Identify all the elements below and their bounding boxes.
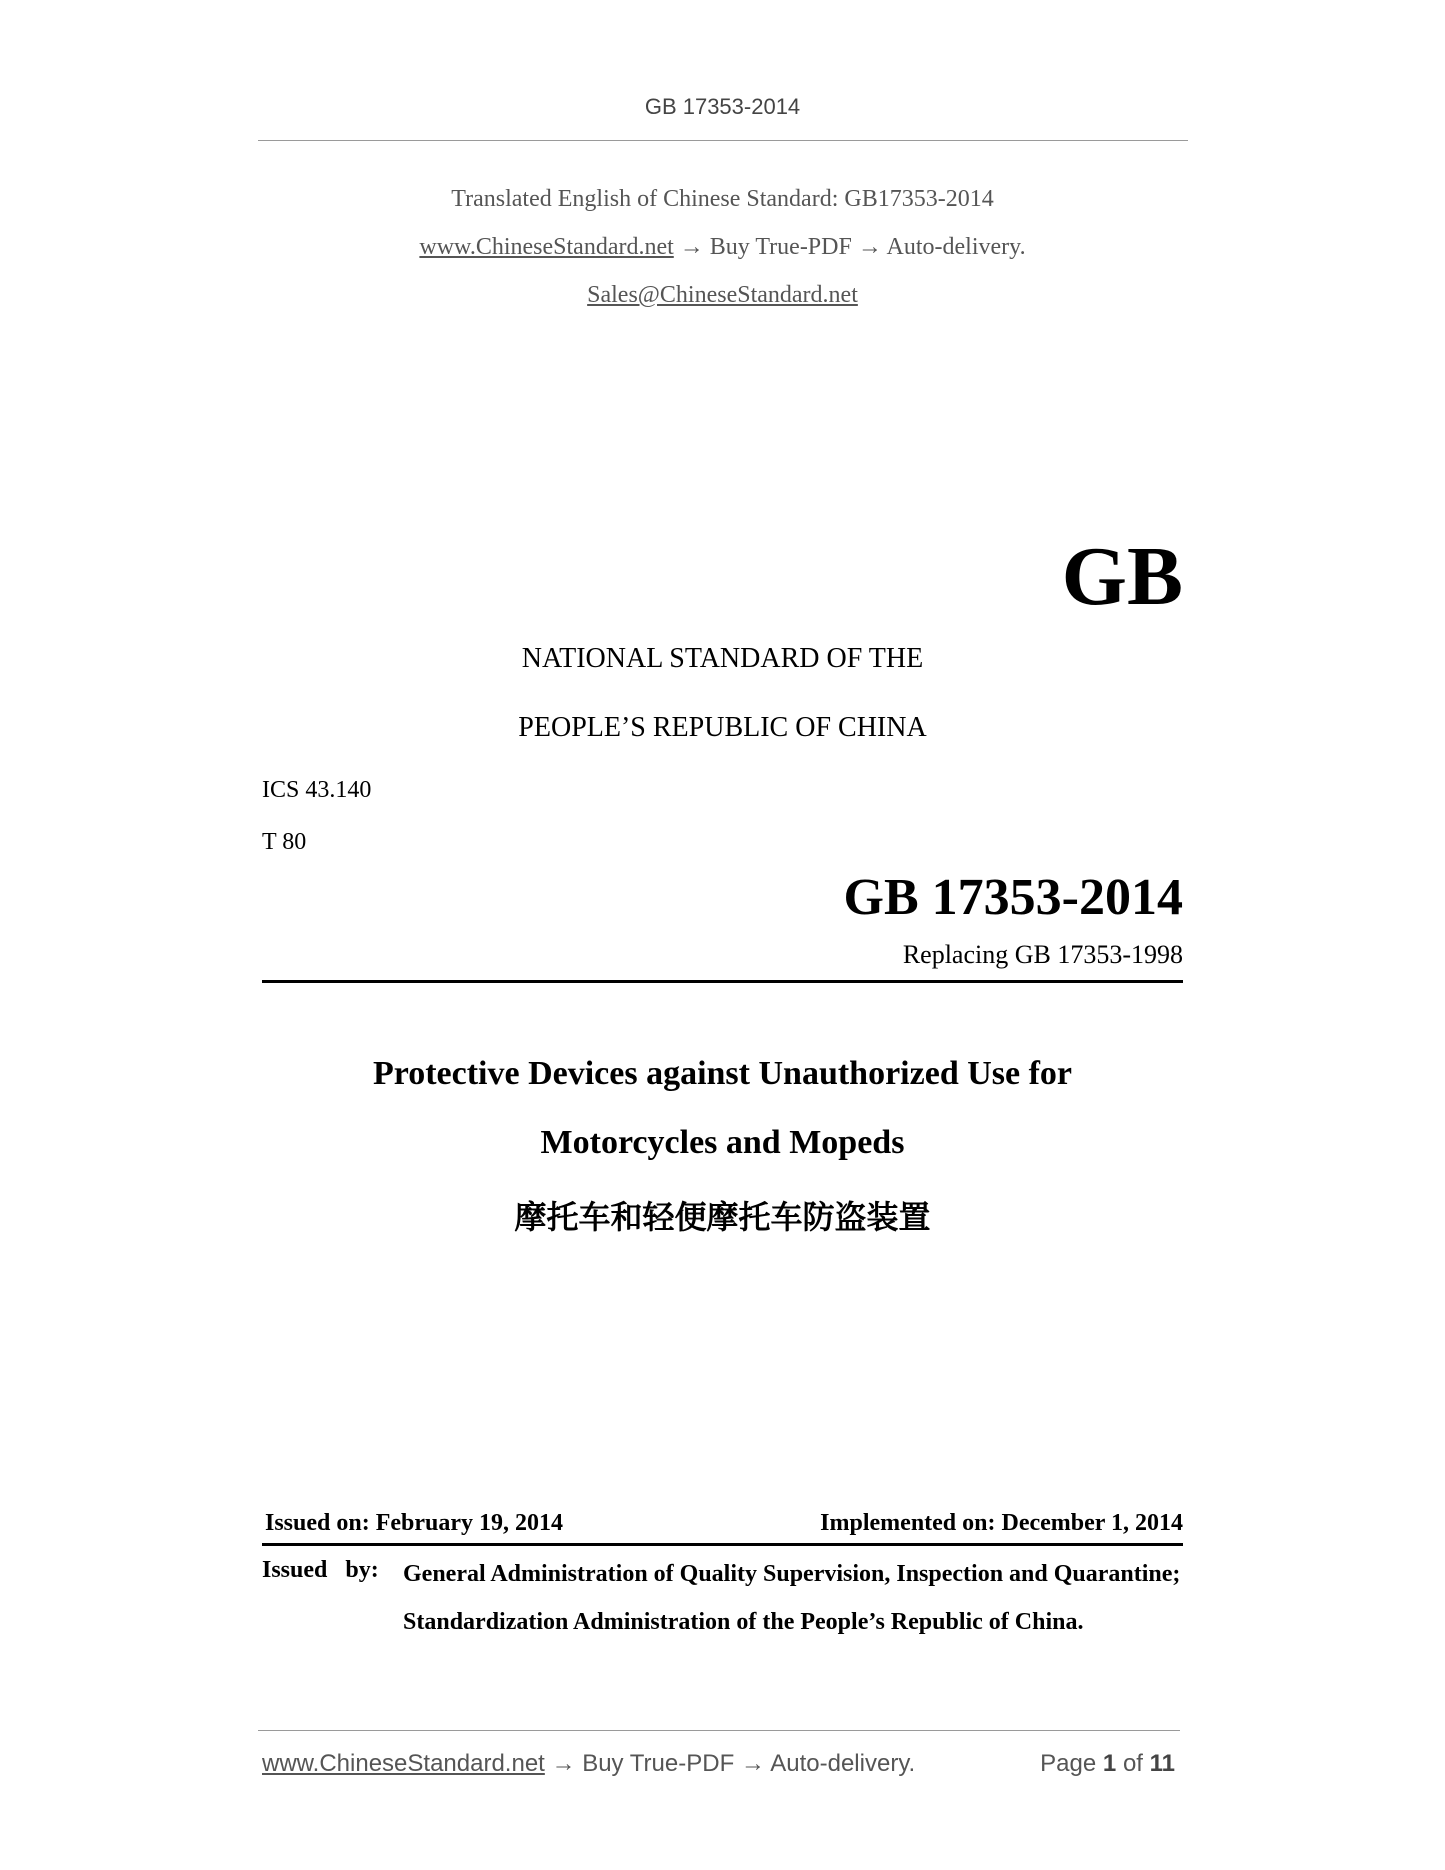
email-link[interactable]: Sales@ChineseStandard.net (587, 282, 858, 308)
footer-site-link[interactable]: www.ChineseStandard.net (262, 1750, 545, 1777)
dates-divider (262, 1543, 1183, 1546)
implemented-on-date: Implemented on: December 1, 2014 (820, 1510, 1183, 1536)
promo-delivery-text: Auto-delivery. (886, 234, 1026, 260)
arrow-icon: → (551, 1750, 576, 1777)
ics-code: ICS 43.140 (262, 777, 372, 803)
page-total: 11 (1149, 1750, 1175, 1777)
promo-translation-note: Translated English of Chinese Standard: GB17353-2014 (451, 186, 994, 212)
arrow-icon: → (740, 1750, 765, 1777)
promo-buy-text: Buy True-PDF (709, 234, 852, 260)
promo-links (0, 234, 1445, 261)
issued-by-label: Issued by: (262, 1557, 379, 1583)
issuer-aqsiq: General Administration of Quality Supervision, Inspection and Quarantine; (403, 1561, 1181, 1587)
classification-code: T 80 (262, 829, 307, 855)
page-label: Page (1040, 1750, 1097, 1777)
gb-logo: GB (1061, 530, 1183, 623)
arrow-icon: → (857, 234, 882, 260)
footer-promo (262, 1750, 915, 1778)
promo-email (0, 282, 1445, 309)
arrow-icon: → (679, 234, 704, 260)
footer-delivery-text: Auto-delivery. (770, 1750, 916, 1777)
site-link[interactable]: www.ChineseStandard.net (419, 234, 674, 260)
document-title-line-2: Motorcycles and Mopeds (540, 1124, 905, 1161)
document-title-chinese: 摩托车和轻便摩托车防盗装置 (514, 1198, 931, 1236)
standard-number: GB 17353-2014 (843, 869, 1183, 926)
issuer-sac: Standardization Administration of the People’s Republic of China. (403, 1609, 1084, 1635)
republic-line: PEOPLE’S REPUBLIC OF CHINA (518, 712, 927, 743)
replacing-note: Replacing GB 17353-1998 (902, 940, 1183, 969)
page-number: 1 (1102, 1750, 1117, 1777)
running-header: GB 17353-2014 (644, 94, 801, 119)
title-divider (262, 980, 1183, 983)
issuer-list (403, 1557, 1183, 1640)
header-divider (258, 140, 1188, 141)
national-standard-line: NATIONAL STANDARD OF THE (521, 643, 924, 674)
footer-buy-text: Buy True-PDF (582, 1750, 735, 1777)
issued-on-date: Issued on: February 19, 2014 (265, 1510, 564, 1536)
footer-divider (258, 1730, 1180, 1731)
of-label: of (1122, 1750, 1143, 1777)
document-title-line-1: Protective Devices against Unauthorized Use for (372, 1055, 1073, 1092)
page-indicator (1040, 1750, 1175, 1778)
